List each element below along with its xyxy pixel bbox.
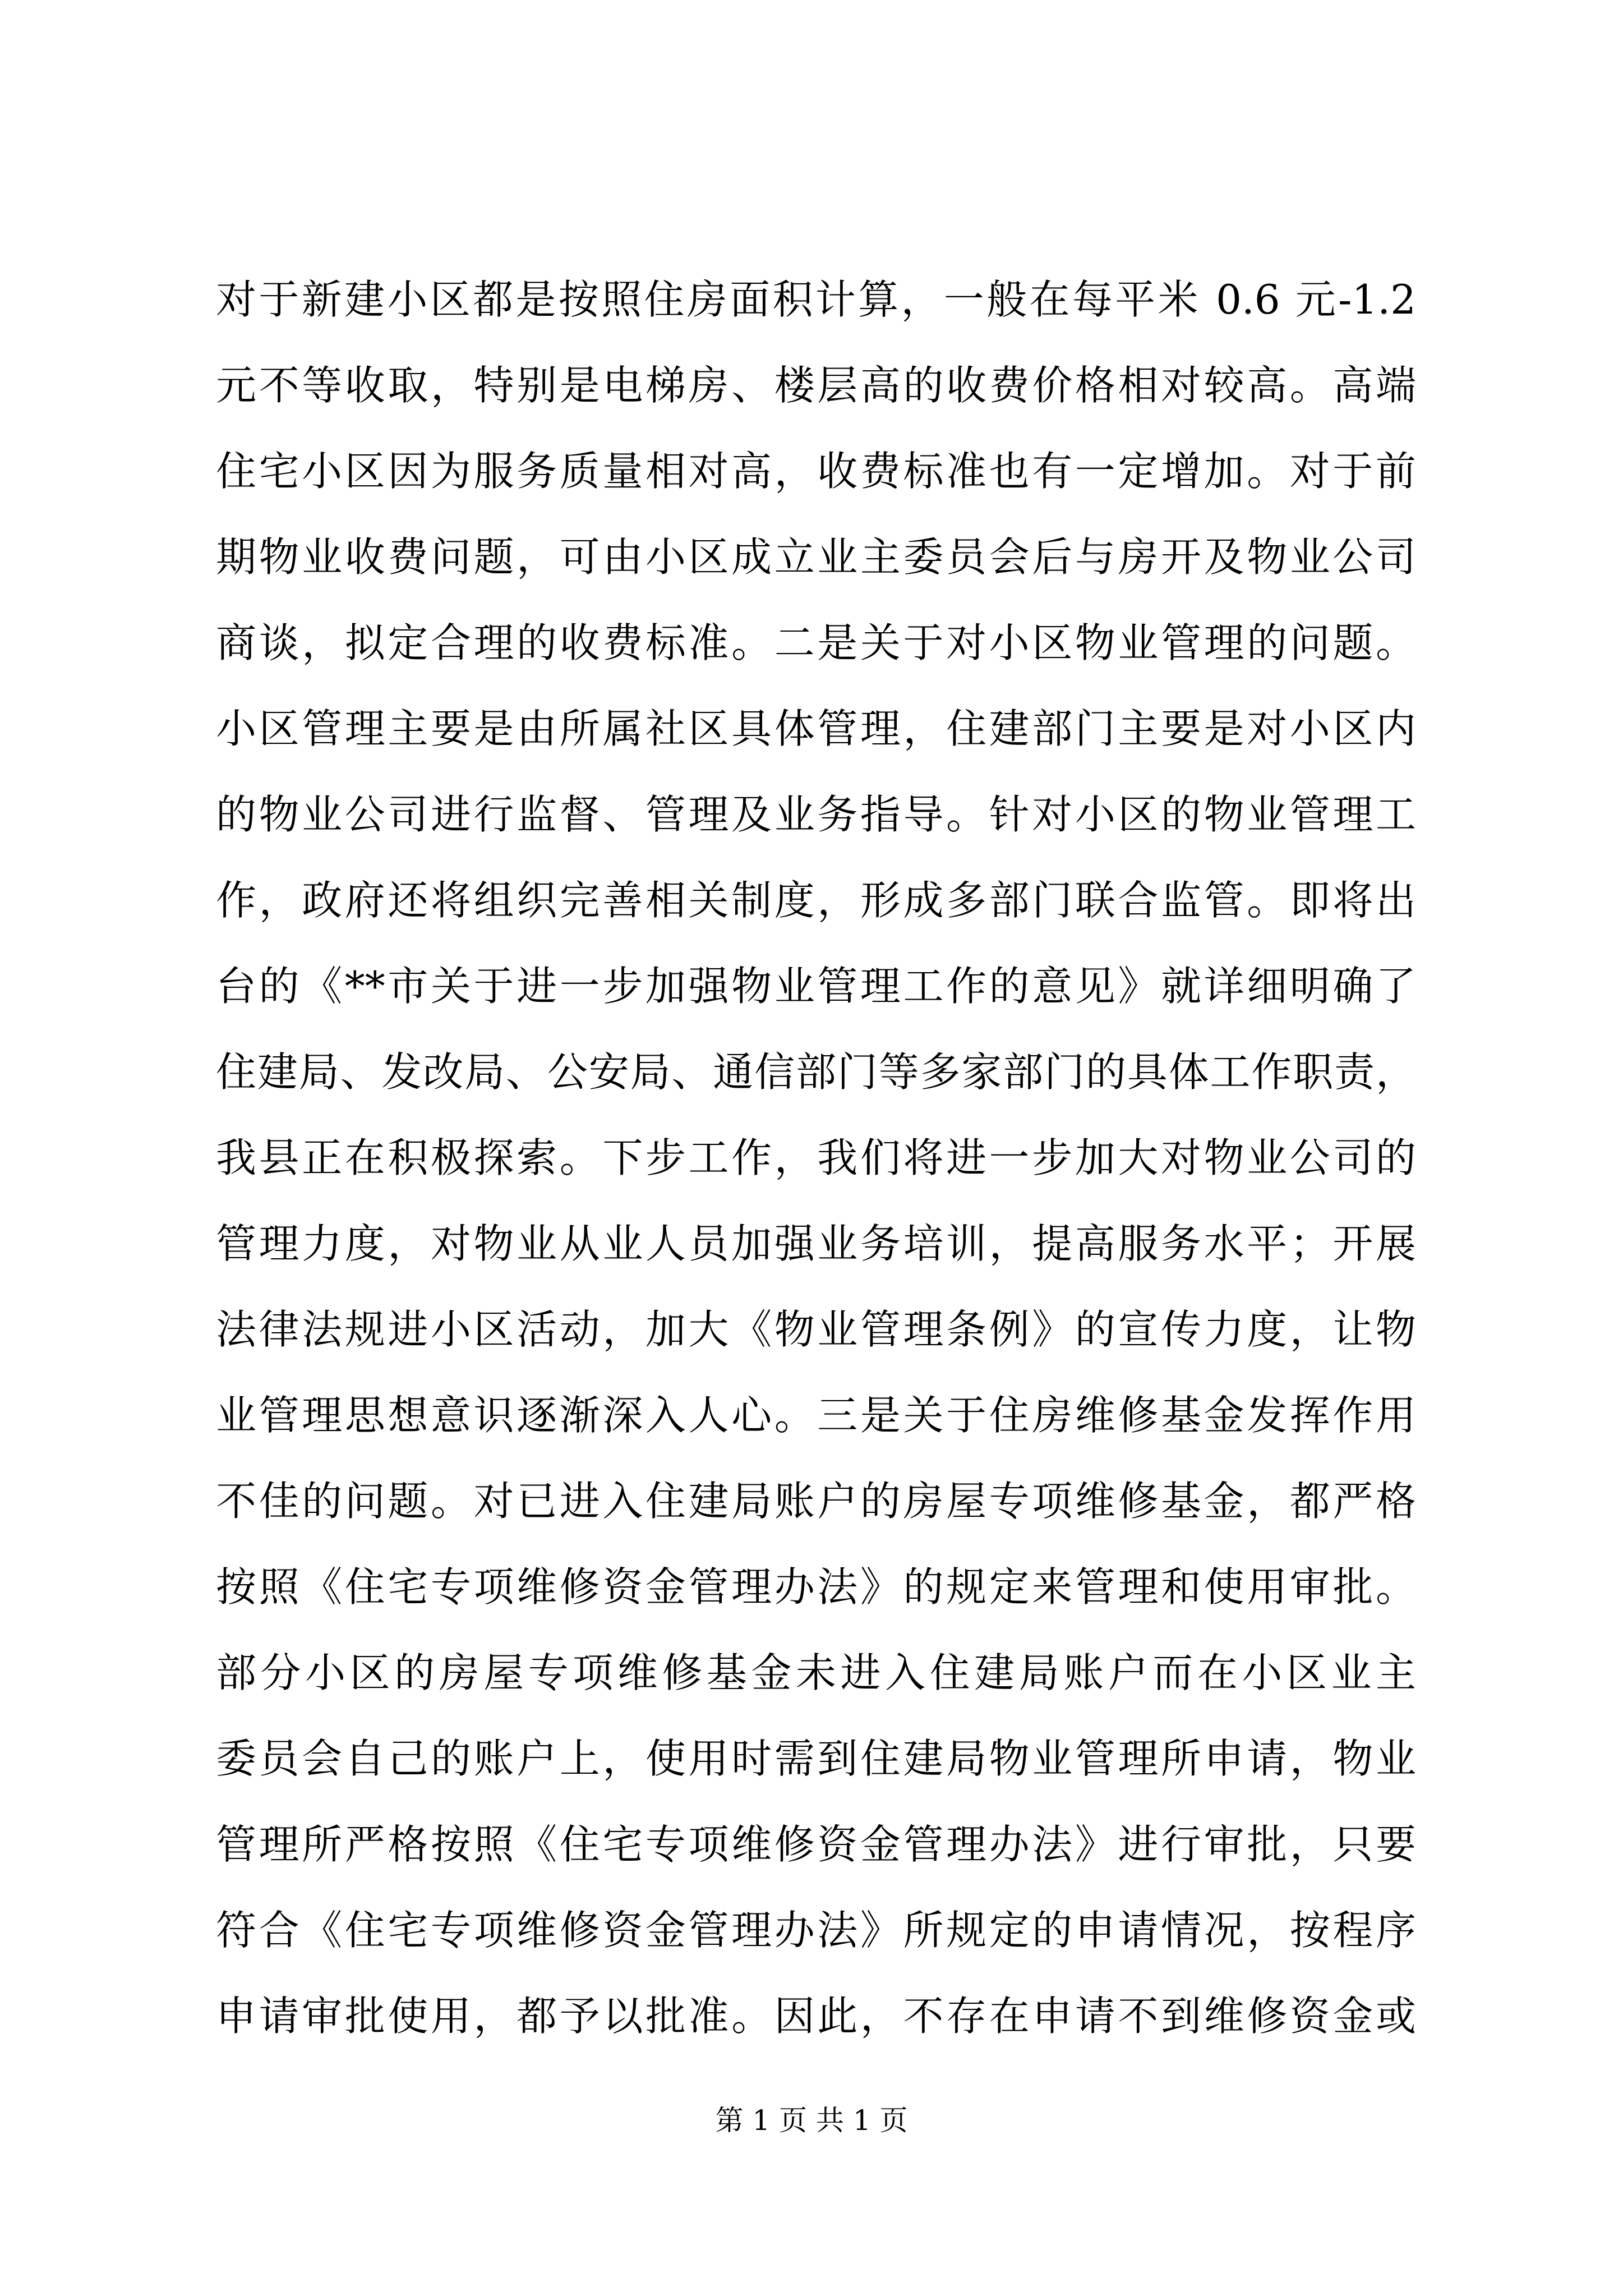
text-line: 按照《住宅专项维修资金管理办法》的规定来管理和使用审批。 (216, 1563, 1416, 1611)
text-line: 商谈，拟定合理的收费标准。二是关于对小区物业管理的问题。 (216, 619, 1416, 666)
body-text (216, 257, 1416, 2059)
text-line: 对于新建小区都是按照住房面积计算，一般在每平米 0.6 元-1.2 (216, 276, 1416, 323)
text-line: 小区管理主要是由所属社区具体管理，住建部门主要是对小区内 (216, 705, 1416, 752)
text-line: 台的《**市关于进一步加强物业管理工作的意见》就详细明确了 (216, 963, 1416, 1010)
text-line: 法律法规进小区活动，加大《物业管理条例》的宣传力度，让物 (216, 1306, 1416, 1353)
text-line: 住宅小区因为服务质量相对高，收费标准也有一定增加。对于前 (216, 448, 1416, 495)
text-line: 不佳的问题。对已进入住建局账户的房屋专项维修基金，都严格 (216, 1478, 1416, 1525)
text-line: 委员会自己的账户上，使用时需到住建局物业管理所申请，物业 (216, 1735, 1416, 1782)
text-line: 住建局、发改局、公安局、通信部门等多家部门的具体工作职责， (216, 1048, 1416, 1096)
text-line: 管理所严格按照《住宅专项维修资金管理办法》进行审批，只要 (216, 1821, 1416, 1868)
page-footer: 第 1 页 共 1 页 (715, 2104, 908, 2137)
text-line: 我县正在积极探索。下步工作，我们将进一步加大对物业公司的 (216, 1134, 1416, 1181)
text-line: 的物业公司进行监督、管理及业务指导。针对小区的物业管理工 (216, 791, 1416, 838)
text-line: 部分小区的房屋专项维修基金未进入住建局账户而在小区业主 (216, 1649, 1416, 1696)
text-line: 管理力度，对物业从业人员加强业务培训，提高服务水平；开展 (216, 1220, 1416, 1267)
text-line: 申请审批使用，都予以批准。因此，不存在申请不到维修资金或 (216, 1993, 1416, 2040)
text-line: 符合《住宅专项维修资金管理办法》所规定的申请情况，按程序 (216, 1907, 1416, 1954)
text-line: 期物业收费问题，可由小区成立业主委员会后与房开及物业公司 (216, 533, 1416, 581)
text-line: 业管理思想意识逐渐深入人心。三是关于住房维修基金发挥作用 (216, 1392, 1416, 1439)
text-line: 作，政府还将组织完善相关制度，形成多部门联合监管。即将出 (216, 877, 1416, 924)
text-line: 元不等收取，特别是电梯房、楼层高的收费价格相对较高。高端 (216, 362, 1416, 409)
